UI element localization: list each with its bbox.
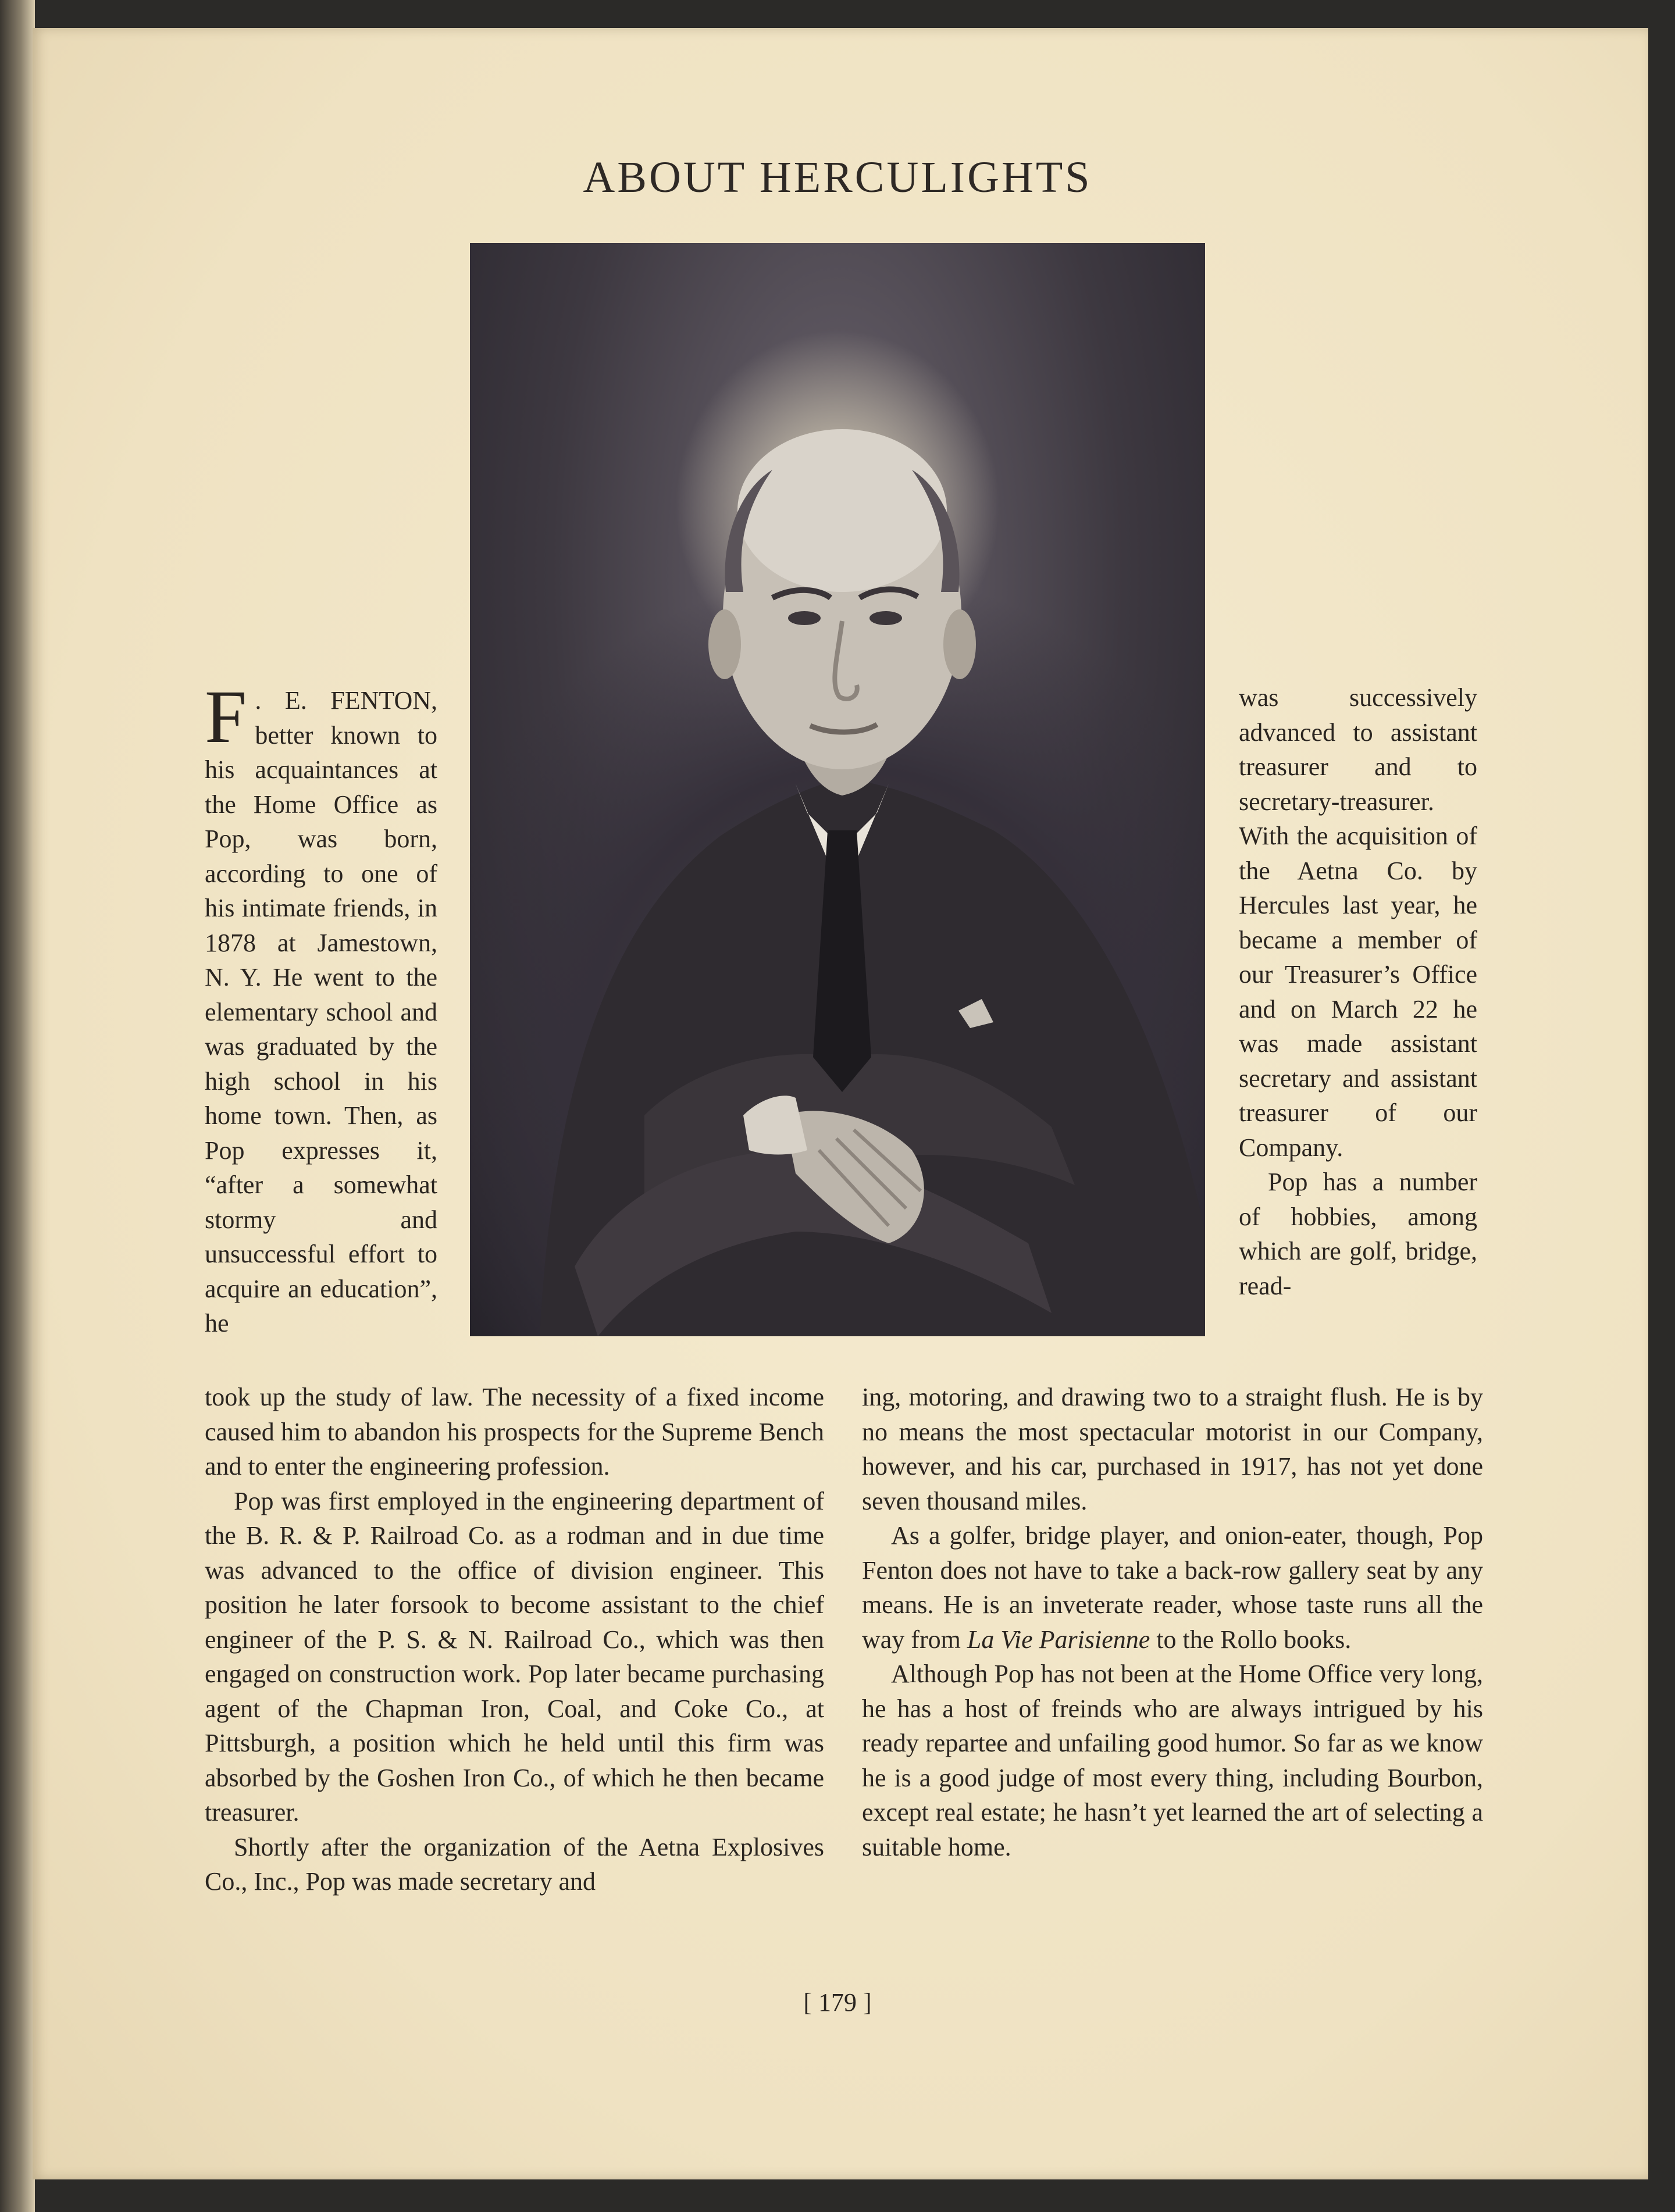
law-paragraph: took up the study of law. The necessity of a fixed income caused him to abandon his prospects for the Supreme Bench and to enter the engineering profession. bbox=[205, 1383, 824, 1480]
portrait-photo bbox=[470, 243, 1205, 1336]
home-office-paragraph: Although Pop has not been at the Home Office very long, he has a host of freinds who are always intrigued by his ready repartee and unfailing good humor. So far as we know he is a good judge of most every thing, including Bourbon, except real estate; he hasn’t yet learned the art of selecting a suitable home. bbox=[862, 1660, 1483, 1861]
intro-wrapped-text bbox=[205, 675, 437, 1341]
left-column bbox=[205, 1380, 824, 1899]
engineering-paragraph: Pop was first employed in the engineering department of the B. R. & P. Railroad Co. as a rodman and in due time was advanced to the office of division engineer. This position he later forsook to become assistant to the chief engineer of the P. S. & N. Railroad Co., which was then engaged on construction work. Pop later became purchasing agent of the Chapman Iron, Coal, and Coke Co., at Pittsburgh, a position which he held until this firm was absorbed by the Goshen Iron Co., of which he then became treasurer. bbox=[205, 1486, 824, 1826]
page-number: [ 179 ] bbox=[803, 1988, 872, 2017]
golfer-paragraph bbox=[862, 1518, 1483, 1657]
magazine-title: La Vie Parisienne bbox=[967, 1625, 1150, 1654]
intro-paragraph: . E. FENTON, better known to his acquaintances at the Home Office as Pop, was born, according to one of his intimate friends, in 1878 at Jamestown, N. Y. He went to the elementary school and was graduated by the high school in his home town. Then, as Pop expresses it, “after a somewhat stormy and unsuccessful effort to acquire an education”, he bbox=[205, 686, 437, 1337]
right-wrapped-text bbox=[1239, 680, 1477, 1303]
right-column bbox=[862, 1380, 1483, 1864]
aetna-paragraph: Shortly after the organization of the Aetna Explosives Co., Inc., Pop was made secretary and bbox=[205, 1832, 824, 1896]
drop-cap: F bbox=[205, 675, 247, 759]
page-binding-edge bbox=[0, 0, 35, 2212]
golfer-text: As a golfer, bridge player, and onion-eater, though, Pop Fenton does not have to take a back-row gallery seat by any means. He is an inveterate reader, whose taste runs all the way from bbox=[862, 1521, 1483, 1654]
page-title: ABOUT HERCULIGHTS bbox=[583, 153, 1092, 202]
career-paragraph: was successively advanced to assistant treasurer and to secretary-treasurer. With the acquisition of the Aetna Co. by Hercules last year, he became a member of our Treasurer’s Office and on March 22 he was made assistant secretary and assistant treasurer of our Company. bbox=[1239, 683, 1477, 1162]
hobbies-paragraph-start: Pop has a number of hobbies, among which are golf, bridge, read- bbox=[1239, 1168, 1477, 1300]
portrait-photo-icon bbox=[470, 243, 1205, 1336]
motoring-paragraph: ing, motoring, and drawing two to a straight flush. He is by no means the most spectacular motorist in our Company, however, and his car, purchased in 1917, has not yet done seven thousand miles. bbox=[862, 1383, 1483, 1515]
golfer-text-end: to the Rollo books. bbox=[1150, 1625, 1352, 1654]
